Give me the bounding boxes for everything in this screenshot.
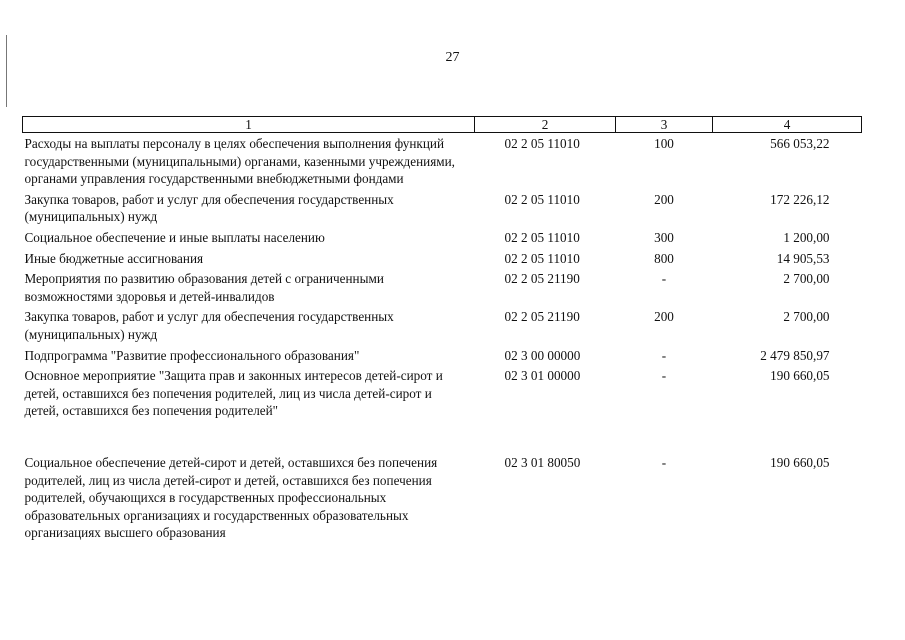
table-row	[23, 454, 862, 542]
row-type: -	[661, 368, 667, 384]
row-amount: 1 200,00	[783, 229, 830, 245]
row-type: 100	[654, 136, 674, 151]
row-type: -	[661, 347, 667, 363]
row-code: 02 2 05 11010	[504, 191, 580, 207]
row-amount: 190 660,05	[770, 368, 830, 384]
row-name: Расходы на выплаты персоналу в целях обеспечения выполнения функций государственными (муниципальными) органами, казенными учреждениями, органами управления государственными внебюджетными фондами	[24, 136, 455, 187]
row-type: 200	[654, 309, 674, 325]
row-name: Социальное обеспечение и иные выплаты населению	[24, 229, 325, 245]
row-code: 02 2 05 21190	[504, 271, 580, 287]
row-name: Закупка товаров, работ и услуг для обеспечения государственных (муниципальных) нужд	[24, 191, 394, 225]
header-col-1: 1	[23, 117, 475, 133]
table-row	[23, 367, 862, 454]
row-code: 02 2 05 11010	[504, 250, 580, 266]
row-type: -	[661, 271, 667, 287]
row-code: 02 3 01 00000	[504, 368, 581, 384]
row-name: Социальное обеспечение детей-сирот и детей, оставшихся без попечения родителей, лиц из числа детей-сирот и детей, оставшихся без попечения родителей, обучающихся в государственных профессиональных образовательных организациях и государственных образовательных организациях высшего образования	[24, 454, 438, 541]
row-amount: 566 053,22	[770, 136, 830, 151]
row-amount: 190 660,05	[770, 454, 830, 470]
table-row	[23, 250, 862, 271]
row-type: 200	[654, 191, 674, 207]
table-row	[23, 270, 862, 308]
row-name: Мероприятия по развитию образования детей с ограниченными возможностями здоровья и детей-инвалидов	[24, 271, 384, 304]
page-number: 27	[445, 50, 460, 65]
row-code: 02 2 05 21190	[504, 309, 580, 325]
row-amount: 14 905,53	[776, 250, 830, 266]
row-code: 02 2 05 11010	[504, 136, 580, 151]
header-col-4: 4	[713, 117, 862, 133]
row-code: 02 3 00 00000	[504, 347, 581, 363]
row-amount: 2 700,00	[783, 271, 830, 287]
header-row	[23, 117, 862, 133]
row-type: -	[661, 454, 667, 470]
row-name: Основное мероприятие "Защита прав и законных интересов детей-сирот и детей, оставшихся без попечения родителей, лиц из числа детей-сирот и детей, оставшихся без попечения родителей"	[24, 368, 443, 419]
row-amount: 172 226,12	[770, 191, 830, 207]
row-code: 02 3 01 80050	[504, 454, 581, 470]
row-name: Закупка товаров, работ и услуг для обеспечения государственных (муниципальных) нужд	[24, 309, 394, 342]
budget-table	[22, 116, 862, 542]
header-col-3: 3	[616, 117, 713, 133]
row-type: 300	[654, 229, 674, 245]
row-code: 02 2 05 11010	[504, 229, 580, 245]
margin-rule	[6, 35, 7, 107]
table-row	[23, 308, 862, 346]
header-col-2: 2	[475, 117, 616, 133]
row-amount: 2 700,00	[783, 309, 830, 325]
row-name: Иные бюджетные ассигнования	[24, 250, 204, 266]
row-name: Подпрограмма "Развитие профессионального образования"	[24, 347, 360, 363]
table-row	[23, 191, 862, 229]
row-type: 800	[654, 250, 674, 266]
table-row	[23, 347, 862, 368]
table-row	[23, 133, 862, 191]
table-row	[23, 229, 862, 250]
row-amount: 2 479 850,97	[760, 347, 830, 363]
